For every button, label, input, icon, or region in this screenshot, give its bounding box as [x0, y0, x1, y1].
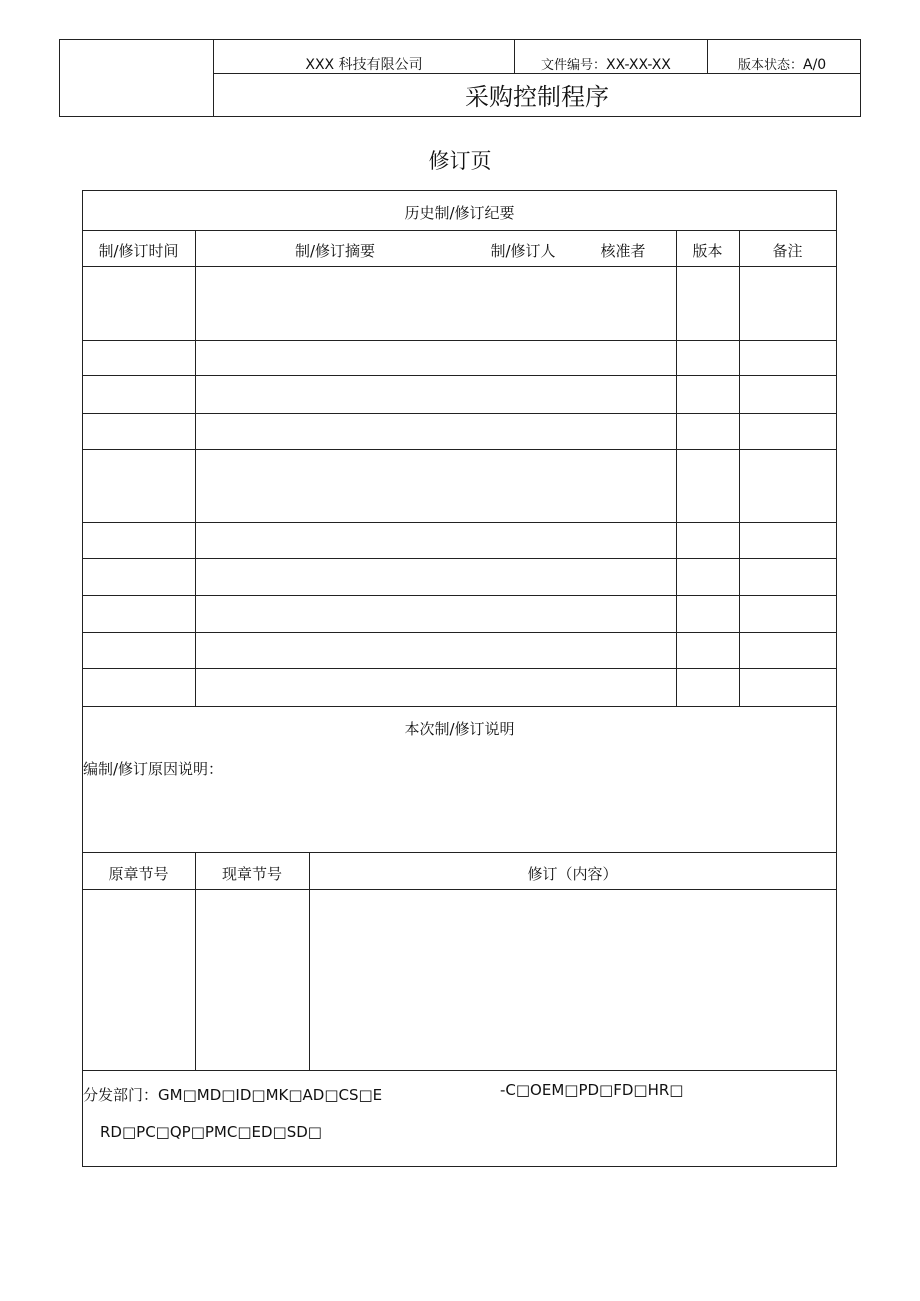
table-row — [83, 669, 836, 706]
distribution-depts-1: GM□MD□ID□MK□AD□CS□E — [158, 1086, 383, 1104]
col-revision-time: 制/修订时间 — [98, 242, 179, 260]
table-row — [83, 267, 836, 340]
col-original-section: 原章节号 — [108, 865, 169, 883]
version-status — [738, 54, 826, 73]
version-status-label: 版本状态： — [738, 58, 804, 73]
table-row — [83, 341, 836, 375]
page-title: 修订页 — [428, 149, 492, 173]
company-name: XXX 科技有限公司 — [305, 57, 423, 73]
revision-reason-label: 编制/修订原因说明： — [83, 760, 224, 778]
col-approver: 核准者 — [600, 242, 646, 260]
col-reviser: 制/修订人 — [490, 242, 556, 260]
file-number-label: 文件编号： — [541, 58, 607, 73]
table-row — [83, 414, 836, 449]
col-revision-summary: 制/修订摘要 — [294, 242, 376, 260]
col-revision-content: 修订（内容） — [527, 865, 618, 883]
distribution-depts-3: RD□PC□QP□PMC□ED□SD□ — [100, 1123, 322, 1141]
file-number — [541, 54, 671, 73]
file-number-value: XX-XX-XX — [606, 57, 671, 73]
table-row — [83, 523, 836, 558]
table-row — [83, 376, 836, 413]
current-section-title: 本次制/修订说明 — [404, 720, 515, 738]
document-title: 采购控制程序 — [465, 83, 609, 111]
col-version: 版本 — [692, 242, 723, 260]
table-row — [83, 633, 836, 668]
distribution-label: 分发部门： — [83, 1086, 159, 1104]
distribution-line-1 — [83, 1084, 382, 1105]
table-row — [83, 450, 836, 522]
col-current-section: 现章节号 — [221, 865, 282, 883]
table-row — [83, 559, 836, 595]
table-row — [83, 596, 836, 632]
col-remark: 备注 — [772, 242, 803, 260]
history-section-title: 历史制/修订纪要 — [404, 204, 515, 222]
version-status-value: A/0 — [803, 57, 827, 73]
distribution-depts-2: -C□OEM□PD□FD□HR□ — [500, 1081, 684, 1099]
